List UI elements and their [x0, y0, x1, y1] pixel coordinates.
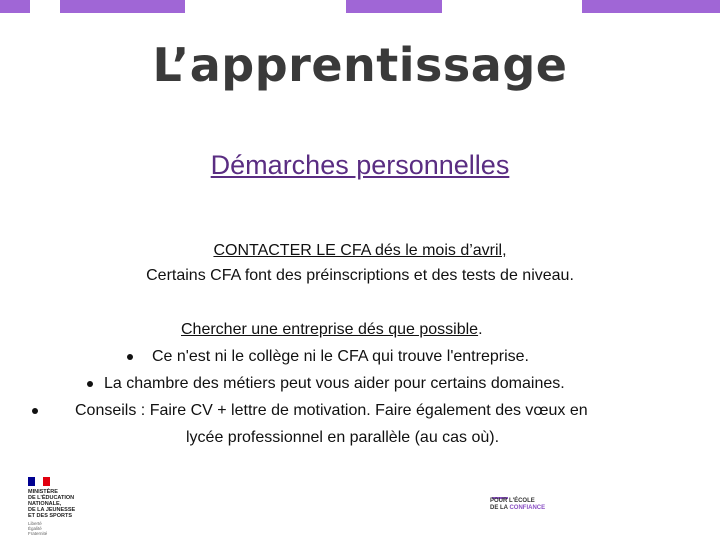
- bullet-text-continuation: lycée professionnel en parallèle (au cas où).: [186, 429, 500, 446]
- french-flag-icon: [28, 477, 50, 486]
- enterprise-heading: Chercher une entreprise dés que possible: [181, 321, 479, 338]
- cfa-contact-line: CONTACTER LE CFA dés le mois d’avril,: [213, 242, 507, 259]
- bullet-icon: [87, 381, 93, 387]
- ministry-line: NATIONALE,: [28, 501, 62, 507]
- top-accent-bar-2: [60, 0, 185, 13]
- ministry-logo: [28, 477, 75, 536]
- bullet-text: Ce n'est ni le collège ni le CFA qui trouve l'entreprise.: [152, 348, 529, 365]
- ministry-line: ET DES SPORTS: [28, 513, 73, 519]
- ministry-line: MINISTÈRE: [28, 489, 58, 495]
- slogan-line-2b: CONFIANCE: [509, 505, 546, 511]
- motto-line: Fraternité: [28, 531, 48, 536]
- list-item: [0, 370, 720, 397]
- bullet-text: La chambre des métiers peut vous aider pour certains domaines.: [104, 375, 565, 392]
- enterprise-heading-row: [0, 316, 720, 343]
- bullet-icon: [127, 354, 133, 360]
- top-accent-bar-4: [582, 0, 720, 13]
- section-subtitle: Démarches personnelles: [210, 150, 510, 180]
- ministry-line: DE LA JEUNESSE: [28, 507, 76, 513]
- ministry-line: DE L'ÉDUCATION: [28, 495, 75, 501]
- motto-line: Liberté: [28, 521, 42, 526]
- bullet-icon: [32, 408, 38, 414]
- list-item: [0, 343, 720, 370]
- list-item: [0, 397, 720, 424]
- top-accent-bar-3: [346, 0, 442, 13]
- top-accent-bar-1: [0, 0, 30, 13]
- cfa-contact-block: [0, 238, 720, 288]
- cfa-preinscription-line: Certains CFA font des préinscriptions et des tests de niveau.: [146, 267, 574, 284]
- enterprise-block: [0, 316, 720, 451]
- bullet-text: Conseils : Faire CV + lettre de motivation. Faire également des vœux en: [75, 402, 588, 419]
- enterprise-heading-end: .: [478, 321, 483, 338]
- page-title: L’apprentissage: [152, 38, 568, 92]
- slogan-line-1: POUR L'ÉCOLE: [490, 498, 535, 504]
- motto-line: Égalité: [28, 526, 42, 531]
- list-item-continuation: [0, 424, 720, 451]
- slogan-line-2a: DE LA: [490, 505, 510, 511]
- ecole-confiance-logo: [490, 492, 545, 512]
